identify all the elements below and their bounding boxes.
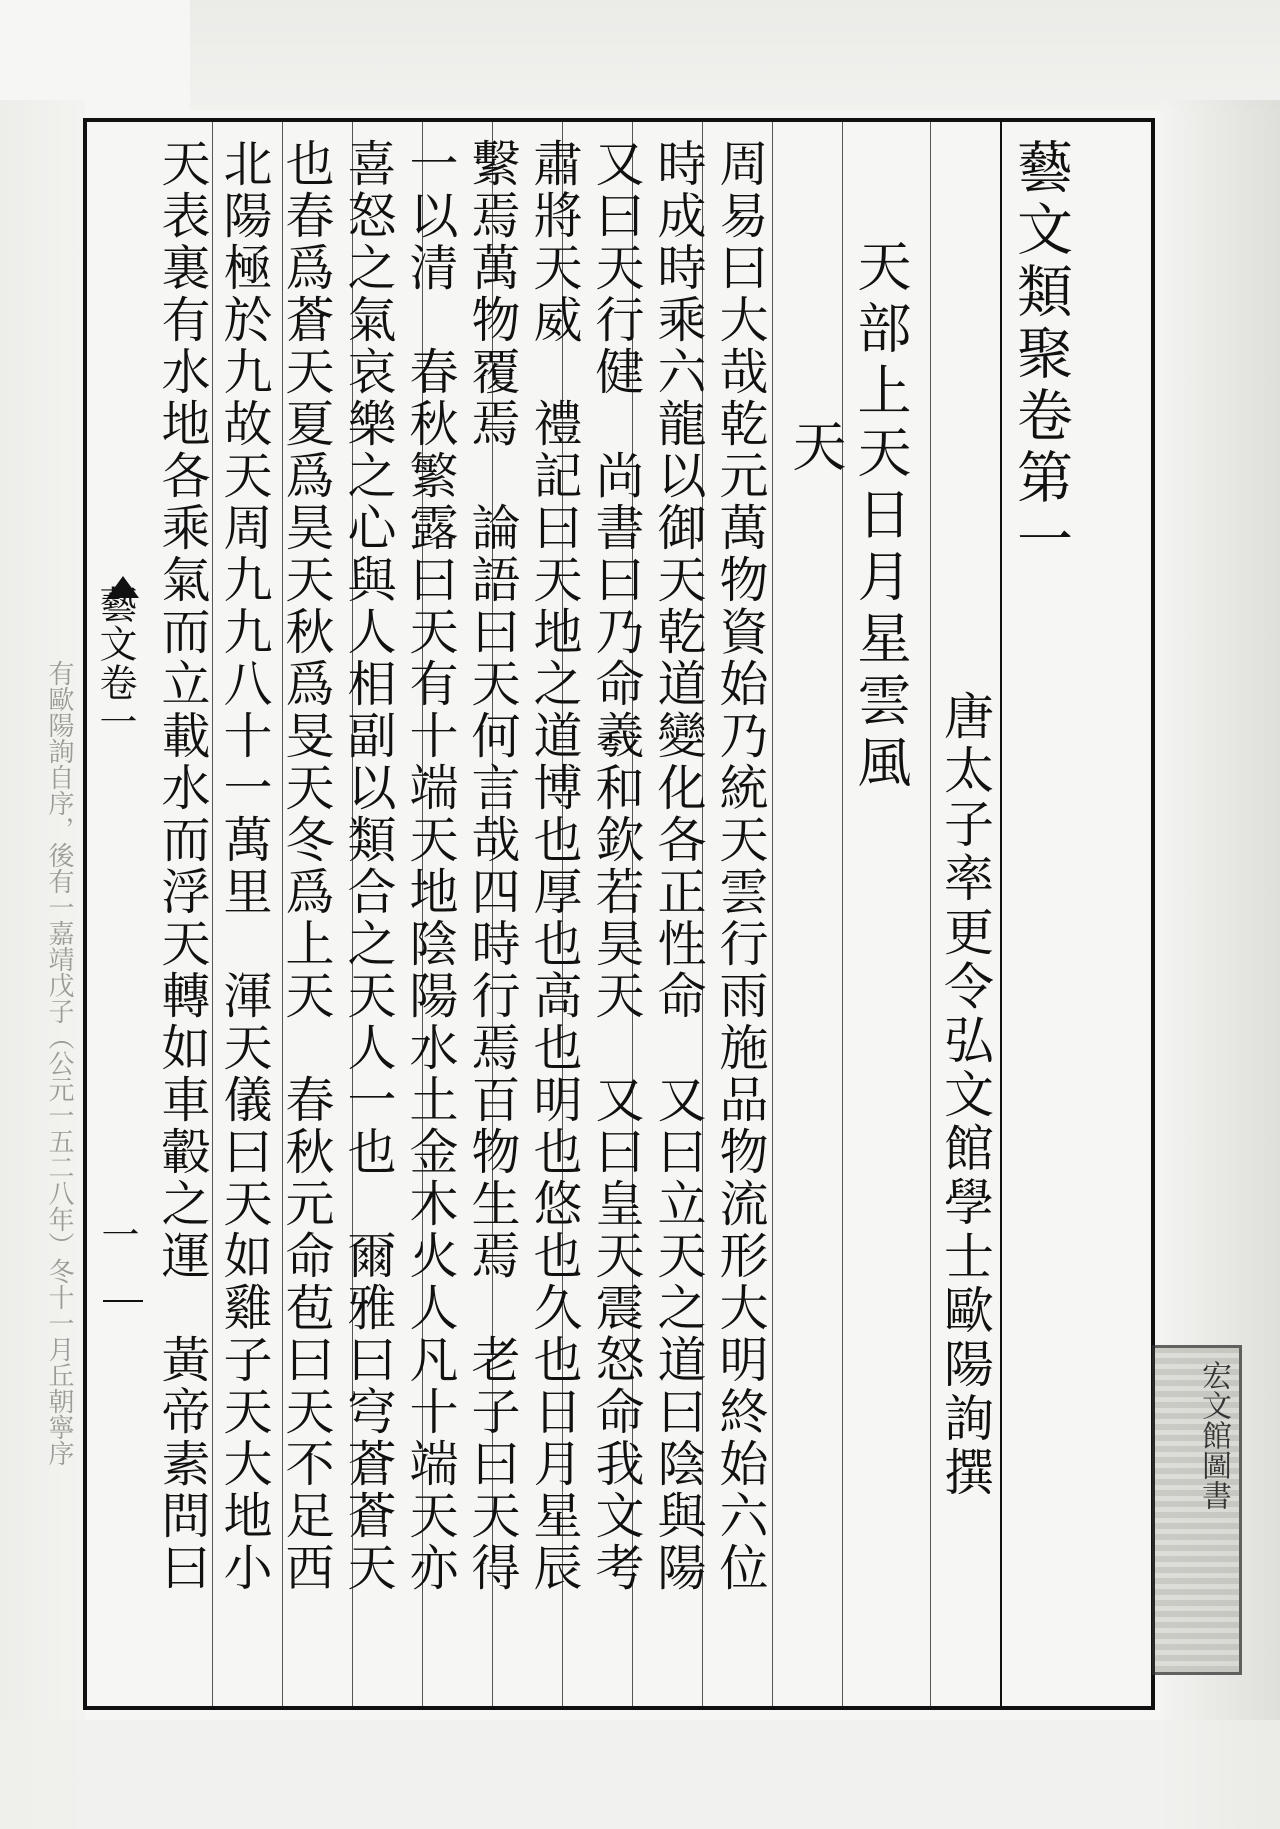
- margin-rule: [103, 1300, 143, 1302]
- body-column-3: 又曰天行健 尚書曰乃命羲和欽若昊天 又曰皇天震怒命我文考: [588, 138, 645, 1594]
- body-column-2: 時成時乘六龍以御天乾道變化各正性命 又曰立天之道曰陰與陽: [650, 138, 707, 1594]
- body-column-9: 北陽極於九故天周九九八十一萬里 渾天儀曰天如雞子天大地小: [216, 138, 273, 1594]
- column-rule: [772, 122, 773, 1706]
- section-heading-label: 天部上: [849, 238, 912, 424]
- body-column-8: 也春爲蒼天夏爲昊天秋爲旻天冬爲上天 春秋元命苞曰天不足西: [278, 138, 335, 1594]
- author-line: 唐太子率更令弘文館學士歐陽詢撰: [936, 690, 994, 1500]
- sub-heading: 天: [784, 418, 847, 476]
- body-column-4: 肅將天威 禮記曰天地之道博也厚也高也明也悠也久也日月星辰: [526, 138, 583, 1594]
- left-page-note: 有歐陽詢自序，後有一嘉靖戊子（公元一五二八年）冬十一月丘朝寧序: [44, 660, 74, 1466]
- column-rule: [930, 122, 931, 1706]
- section-heading: [850, 238, 910, 796]
- bleed-through-top: [190, 0, 1280, 110]
- section-item-yue: 月: [849, 548, 912, 610]
- section-item-yun: 雲: [849, 672, 912, 734]
- margin-strip: [83, 118, 147, 1710]
- bleed-through-bottom: [0, 1720, 1280, 1829]
- margin-page-number: 一: [95, 1215, 139, 1253]
- column-rule: [842, 122, 843, 1706]
- column-rule: [212, 122, 213, 1706]
- title-column-rule: [1000, 118, 1002, 1710]
- section-item-feng: 風: [849, 734, 912, 796]
- seal-text: 宏文館圖書: [1196, 1360, 1231, 1510]
- book-title: 藝文類聚卷第一: [1008, 138, 1073, 572]
- section-item-ri: 日: [849, 486, 912, 548]
- body-column-5: 繫焉萬物覆焉 論語曰天何言哉四時行焉百物生焉 老子曰天得: [464, 138, 521, 1594]
- body-column-6: 一以清 春秋繁露曰天有十端天地陰陽水土金木火人凡十端天亦: [402, 138, 459, 1594]
- section-item-tian: 天: [849, 424, 912, 486]
- body-column-7: 喜怒之氣哀樂之心與人相副以類合之天人一也 爾雅曰穹蒼蒼天: [340, 138, 397, 1594]
- body-column-1: 周易曰大哉乾元萬物資始乃統天雲行雨施品物流形大明終始六位: [712, 138, 769, 1594]
- body-column-10: 天表裏有水地各乘氣而立載水而浮天轉如車轂之運 黃帝素問曰: [154, 138, 211, 1594]
- margin-label: 藝文卷一: [93, 585, 137, 741]
- section-item-xing: 星: [849, 610, 912, 672]
